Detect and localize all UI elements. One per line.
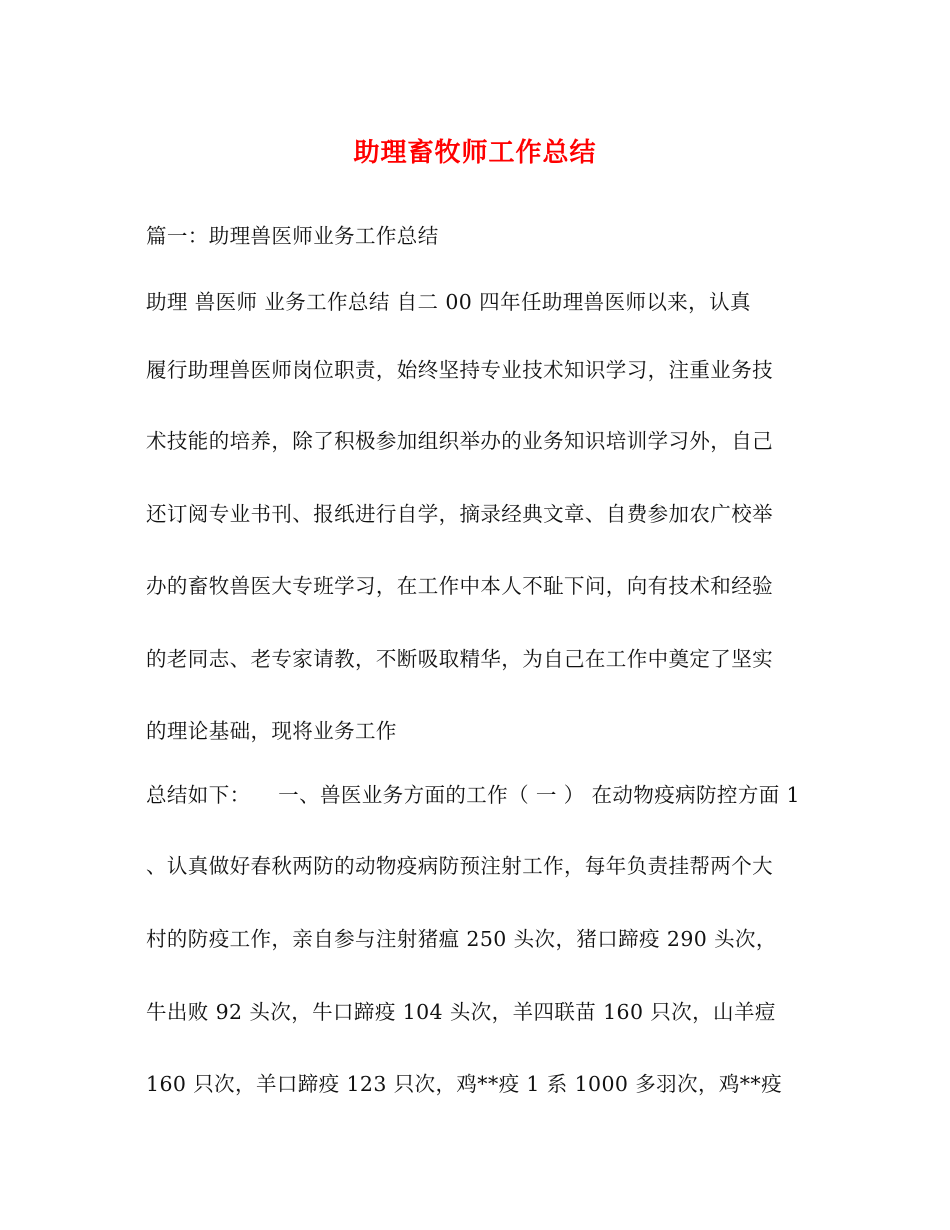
paragraph-line: 还订阅专业书刊、报纸进行自学，摘录经典文章、自费参加农广校举 — [146, 502, 773, 526]
paragraph-line: 术技能的培养，除了积极参加组织举办的业务知识培训学习外，自己 — [146, 429, 773, 453]
paragraph-line: 助理 兽医师 业务工作总结 自二 00 四年任助理兽医师以来，认真 — [146, 290, 751, 314]
paragraph-line: 办的畜牧兽医大专班学习，在工作中本人不耻下问，向有技术和经验 — [146, 574, 773, 598]
paragraph-line: 履行助理兽医师岗位职责，始终坚持专业技术知识学习，注重业务技 — [146, 358, 773, 382]
paragraph-line: 村的防疫工作，亲自参与注射猪瘟 250 头次，猪口蹄疫 290 头次， — [146, 927, 777, 951]
paragraph-line: 的老同志、老专家请教，不断吸取精华，为自己在工作中奠定了坚实 — [146, 647, 773, 671]
document-title: 助理畜牧师工作总结 — [353, 138, 597, 168]
paragraph-line: 的理论基础，现将业务工作 — [146, 719, 397, 743]
paragraph-line: 、认真做好春秋两防的动物疫病防预注射工作，每年负责挂帮两个大 — [146, 854, 773, 878]
paragraph-line: 牛出败 92 头次，牛口蹄疫 104 头次，羊四联苗 160 只次，山羊痘 — [146, 1000, 776, 1024]
paragraph-line: 160 只次，羊口蹄疫 123 只次，鸡**疫 1 系 1000 多羽次，鸡**疫 — [146, 1072, 782, 1096]
paragraph-line: 总结如下： 一、兽医业务方面的工作（ 一 ） 在动物疫病防控方面 1 — [146, 783, 800, 807]
section-heading: 篇一：助理兽医师业务工作总结 — [146, 224, 439, 248]
